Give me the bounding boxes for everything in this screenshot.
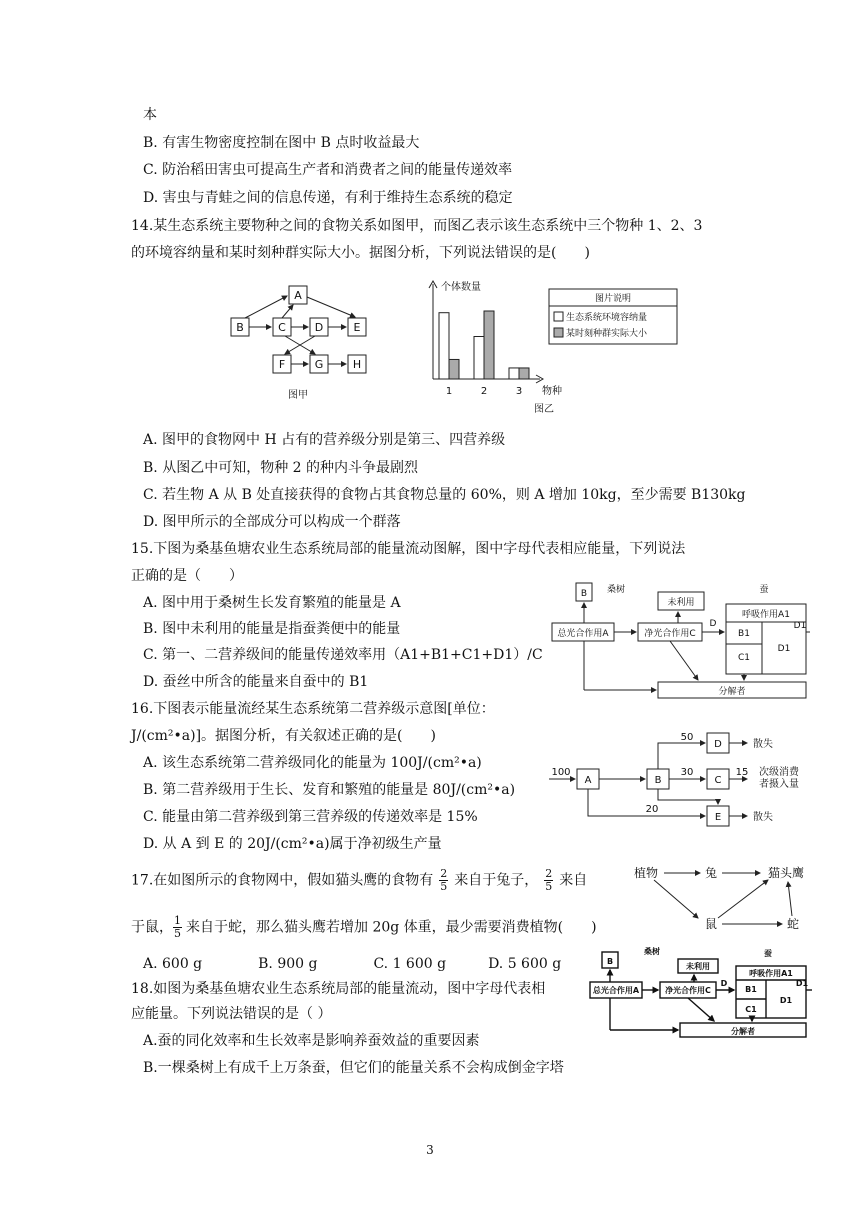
node-mouse: 鼠: [704, 917, 718, 931]
tick-label-2: 2: [480, 386, 488, 397]
figure-18-energy-flow: [588, 944, 813, 1040]
label-cjxf-2: 者摄入量: [759, 779, 799, 790]
tick-label-1: 1: [445, 386, 453, 397]
label-fenjiezhe: 分解者: [718, 687, 746, 697]
node-b: B: [654, 775, 662, 786]
text-line: 本: [143, 107, 157, 123]
question-17-options: A. 600 g B. 900 g C. 1 600 g D. 5 600 g: [143, 956, 562, 972]
y-axis-label: 个体数量: [441, 282, 481, 293]
option-a: A.蚕的同化效率和生长效率是影响养蚕效益的重要因素: [143, 1033, 480, 1049]
node-d: D: [314, 321, 324, 334]
label-sanshi-bottom: 散失: [753, 812, 773, 823]
bar-capacity-3: [509, 368, 519, 379]
fraction-1-5: $\frac{1}{5}$: [174, 914, 181, 940]
fraction-2-5: $\frac{2}{5}$: [440, 867, 448, 893]
node-c: C: [714, 775, 722, 786]
q17-text-line2-post: 来自于蛇，那么猫头鹰若增加 20g 体重，最少需要消费植物( ): [186, 919, 597, 936]
node-h: H: [352, 358, 362, 371]
label-weiliyong: 未利用: [667, 598, 695, 608]
node-plant: 植物: [633, 866, 659, 880]
legend-title: 图片说明: [594, 294, 632, 304]
option-d: D. 从 A 到 E 的 20J/(cm²•a)属于净初级生产量: [143, 836, 442, 852]
label-zongguanghe: 总光合作用A: [592, 986, 640, 995]
label-zongguanghe: 总光合作用A: [557, 629, 609, 639]
text-line: D. 害虫与青蛙之间的信息传递，有利于维持生态系统的稳定: [143, 190, 513, 206]
q17-text-pre: 17.在如图所示的食物网中，假如猫头鹰的食物有: [131, 872, 434, 889]
label-jingguanghe: 净光合作用C: [665, 986, 711, 995]
q17-text-mid2: 来自: [559, 872, 588, 889]
label-fenjiezhe: 分解者: [731, 1027, 755, 1036]
bar-actual-3: [519, 368, 529, 379]
bar-capacity-2: [474, 337, 484, 380]
question-14-stem: 的环境容纳量和某时刻种群实际大小。据图分析，下列说法错误的是( ): [131, 245, 590, 261]
label-d: D: [720, 979, 728, 988]
label-huxi: 呼吸作用A1: [742, 610, 790, 620]
label-can: 蚕: [759, 585, 769, 595]
value-20: 20: [645, 804, 659, 815]
question-17-stem: [131, 868, 587, 893]
text-line: C. 防治稻田害虫可提高生产者和消费者之间的能量传递效率: [143, 162, 513, 178]
figure-jia-food-web: [185, 283, 410, 413]
label-jingguanghe: 净光合作用C: [644, 629, 696, 639]
figure-15-energy-flow: [548, 578, 810, 702]
node-g: G: [314, 358, 324, 371]
node-a: A: [584, 775, 592, 786]
label-c1: C1: [745, 1005, 757, 1014]
option-a: A. 该生态系统第二营养级同化的能量为 100J/(cm²•a): [143, 755, 482, 771]
label-c1: C1: [737, 653, 751, 663]
node-e: E: [714, 812, 722, 823]
node-d: D: [714, 739, 722, 750]
node-e: E: [353, 321, 361, 334]
label-weiliyong: 未利用: [686, 962, 710, 971]
question-16-stem: 16.下图表示能量流经某生态系统第二营养级示意图[单位：: [131, 701, 495, 717]
question-17-stem-2: [131, 915, 597, 940]
option-a: A. 图中用于桑树生长发育繁殖的能量是 A: [143, 595, 401, 611]
node-c: C: [278, 321, 286, 334]
figure-17-food-web: [630, 862, 810, 934]
label-b1: B1: [745, 985, 757, 994]
label-b: B: [606, 957, 614, 966]
label-huxi: 呼吸作用A1: [749, 969, 793, 978]
q17-text-line2: 于鼠，: [131, 919, 173, 936]
node-owl: 猫头鹰: [767, 866, 805, 880]
bar-actual-2: [484, 311, 494, 379]
node-f: F: [278, 358, 286, 371]
legend: [549, 289, 677, 344]
node-rabbit: 兔: [704, 866, 718, 880]
option-b: B.一棵桑树上有成千上万条蚕，但它们的能量关系不会构成倒金字塔: [143, 1060, 564, 1076]
caption-jia: 图甲: [288, 390, 308, 401]
option-b: B. 第二营养级用于生长、发育和繁殖的能量是 80J/(cm²•a): [143, 782, 516, 798]
label-cjxf-1: 次级消费: [759, 767, 799, 778]
option-c: C. 第一、二营养级间的能量传递效率用（A1+B1+C1+D1）/C: [143, 647, 543, 663]
q17-text-mid: 来自于兔子，: [454, 872, 539, 889]
question-18-stem: 应能量。下列说法错误的是（ ）: [131, 1006, 332, 1022]
caption-yi: 图乙: [534, 404, 554, 415]
option-a: A. 图甲的食物网中 H 占有的营养级分别是第三、四营养级: [143, 432, 506, 448]
label-b1: B1: [738, 629, 750, 639]
x-axis-label: 物种: [542, 386, 562, 397]
node-b: B: [236, 321, 244, 334]
node-snake: 蛇: [786, 917, 800, 931]
question-16-stem: J/(cm²•a)]。据图分析，有关叙述正确的是( ): [131, 728, 436, 744]
fraction-2-5: $\frac{2}{5}$: [545, 867, 553, 893]
value-50: 50: [680, 732, 694, 743]
label-d1-out: D1: [795, 979, 809, 988]
legend-capacity: 生态系统环境容纳量: [566, 313, 648, 323]
label-sanshi-top: 散失: [753, 739, 773, 750]
label-d: D: [709, 619, 717, 629]
option-b: B. 图中未利用的能量是指蚕粪便中的能量: [143, 621, 401, 637]
option-d: D. 蚕丝中所含的能量来自蚕中的 B1: [143, 674, 369, 690]
option-c: C. 若生物 A 从 B 处直接获得的食物占其食物总量的 60%，则 A 增加 10kg，至少需要 B130kg: [143, 487, 746, 503]
option-c: C. 能量由第二营养级到第三营养级的传递效率是 15%: [143, 809, 478, 825]
legend-actual: 某时刻种群实际大小: [566, 329, 648, 339]
label-d1-out: D1: [793, 621, 807, 631]
bar-actual-1: [449, 359, 459, 379]
node-a: A: [294, 289, 302, 302]
question-15-stem: 15.下图为桑基鱼塘农业生态系统局部的能量流动图解，图中字母代表相应能量，下列说法: [131, 541, 686, 557]
value-30: 30: [680, 767, 694, 778]
figure-16-energy-flow: [547, 728, 809, 830]
question-18-stem: 18.如图为桑基鱼塘农业生态系统局部的能量流动，图中字母代表相: [131, 981, 546, 997]
text-line: B. 有害生物密度控制在图中 B 点时收益最大: [143, 135, 420, 151]
label-sangshu: 桑树: [606, 585, 626, 595]
label-d1-box: D1: [779, 996, 793, 1005]
value-15: 15: [735, 767, 749, 778]
option-b: B. 从图乙中可知，物种 2 的种内斗争最剧烈: [143, 460, 418, 476]
bar-capacity-1: [439, 313, 449, 379]
question-15-stem: 正确的是（ ）: [131, 568, 243, 584]
question-14-stem: 14.某生态系统主要物种之间的食物关系如图甲，而图乙表示该生态系统中三个物种 1、2、3: [131, 218, 703, 234]
option-d: D. 图甲所示的全部成分可以构成一个群落: [143, 514, 401, 530]
label-can: 蚕: [764, 949, 772, 958]
figure-yi-bar-chart: [425, 278, 685, 418]
label-sangshu: 桑树: [644, 947, 660, 956]
tick-label-3: 3: [515, 386, 523, 397]
label-d1-box: D1: [777, 644, 791, 654]
label-b: B: [580, 589, 588, 599]
page-number: 3: [426, 1143, 434, 1157]
value-100: 100: [551, 767, 571, 778]
